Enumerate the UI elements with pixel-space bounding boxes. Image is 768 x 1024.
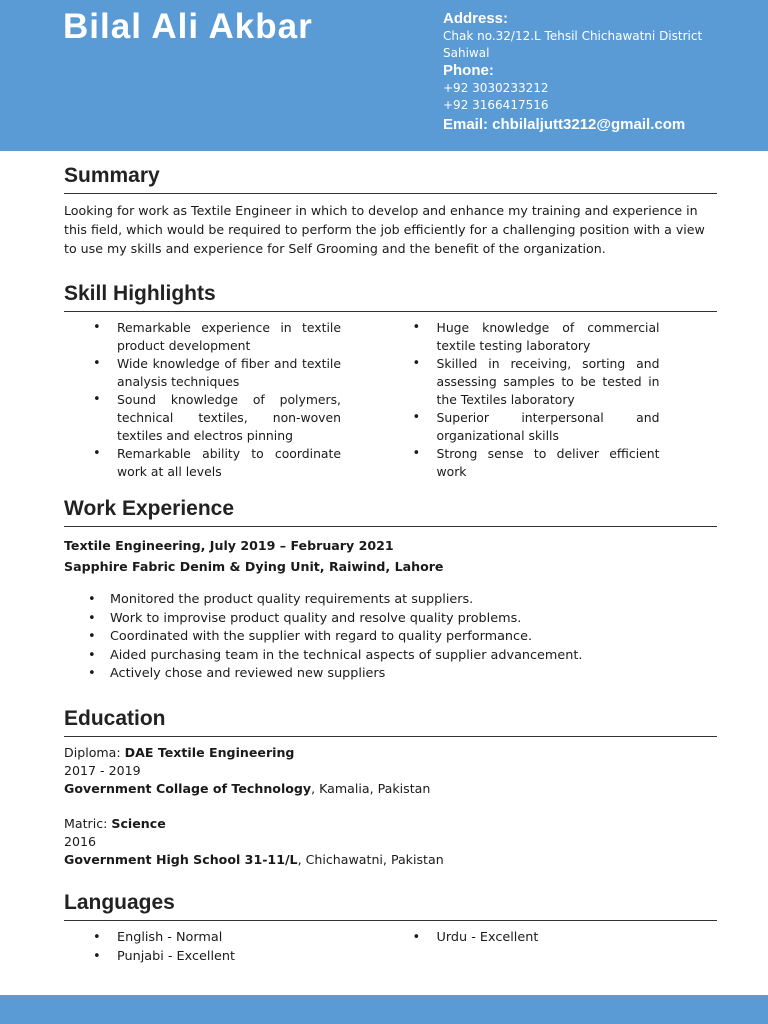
skills-column-left (64, 319, 391, 481)
duty-item: • Aided purchasing team in the technical aspects of supplier advancement. (110, 647, 717, 666)
phone-2: +92 3166417516 (443, 98, 549, 112)
skill-item: • Remarkable experience in textile product development (117, 319, 341, 355)
education-heading: Education (64, 706, 717, 737)
duty-item: • Actively chose and reviewed new suppliers (110, 665, 717, 684)
work-section (64, 496, 717, 684)
degree-years: 2017 - 2019 (64, 763, 141, 778)
skill-item: • Remarkable ability to coordinate work at all levels (117, 445, 341, 481)
address-line-2: Sahiwal (443, 46, 490, 60)
address-label: Address: (443, 10, 509, 27)
institution-name: Government Collage of Technology (64, 781, 312, 796)
education-entry (64, 744, 717, 798)
address-line-1: Chak no.32/12.L Tehsil Chichawatni District (443, 29, 703, 43)
skill-item: • Skilled in receiving, sorting and assessing samples to be tested in the Textiles laboratory (437, 355, 660, 409)
education-entry (64, 815, 717, 869)
language-item: • Urdu - Excellent (437, 928, 718, 947)
institution-location: , Kamalia, Pakistan (311, 781, 431, 796)
skills-columns (64, 319, 717, 481)
languages-section (64, 890, 717, 966)
header-banner (0, 0, 768, 151)
degree-name: DAE Textile Engineering (124, 745, 295, 760)
skill-item: • Superior interpersonal and organizational skills (437, 409, 660, 445)
skill-item: • Wide knowledge of fiber and textile analysis techniques (117, 355, 341, 391)
summary-section (64, 163, 717, 258)
duty-item: • Coordinated with the supplier with regard to quality performance. (110, 628, 717, 647)
company-name: Sapphire Fabric Denim & Dying Unit, Raiwind, Lahore (64, 559, 444, 574)
summary-text: Looking for work as Textile Engineer in which to develop and enhance my training and experience in this field, which would be required to perform the job efficiently for a challenging position with a view to use my skills and experience for Self Grooming and the benefit of the organization. (64, 203, 705, 256)
languages-column-left (64, 928, 391, 966)
duties-list (64, 591, 717, 684)
duty-item: • Work to improvise product quality and resolve quality problems. (110, 610, 717, 629)
languages-columns (64, 928, 717, 966)
education-entries (64, 744, 717, 869)
footer-banner (0, 995, 768, 1024)
duty-item: • Monitored the product quality requirements at suppliers. (110, 591, 717, 610)
degree-years: 2016 (64, 834, 97, 849)
phone-label: Phone: (443, 62, 494, 79)
contact-block (443, 10, 743, 134)
institution-location: , Chichawatni, Pakistan (297, 852, 444, 867)
email: Email: chbilaljutt3212@gmail.com (443, 116, 686, 133)
job-title: Textile Engineering, July 2019 – February 2021 (64, 538, 394, 553)
language-item: • English - Normal (117, 928, 391, 947)
skill-item: • Sound knowledge of polymers, technical textiles, non-woven textiles and electros pinning (117, 391, 341, 445)
education-section (64, 706, 717, 869)
degree-name: Science (111, 816, 166, 831)
summary-heading: Summary (64, 163, 717, 194)
degree-label: Matric: (64, 816, 112, 831)
institution-name: Government High School 31-11/L (64, 852, 298, 867)
languages-heading: Languages (64, 890, 717, 921)
candidate-name: Bilal Ali Akbar (63, 7, 313, 46)
degree-label: Diploma: (64, 745, 125, 760)
skill-item: • Huge knowledge of commercial textile testing laboratory (437, 319, 660, 355)
skills-heading: Skill Highlights (64, 281, 717, 312)
skill-item: • Strong sense to deliver efficient work (437, 445, 660, 481)
work-heading: Work Experience (64, 496, 717, 527)
language-item: • Punjabi - Excellent (117, 947, 391, 966)
skills-section (64, 281, 717, 481)
skills-column-right (391, 319, 718, 481)
phone-1: +92 3030233212 (443, 81, 549, 95)
languages-column-right (391, 928, 718, 966)
